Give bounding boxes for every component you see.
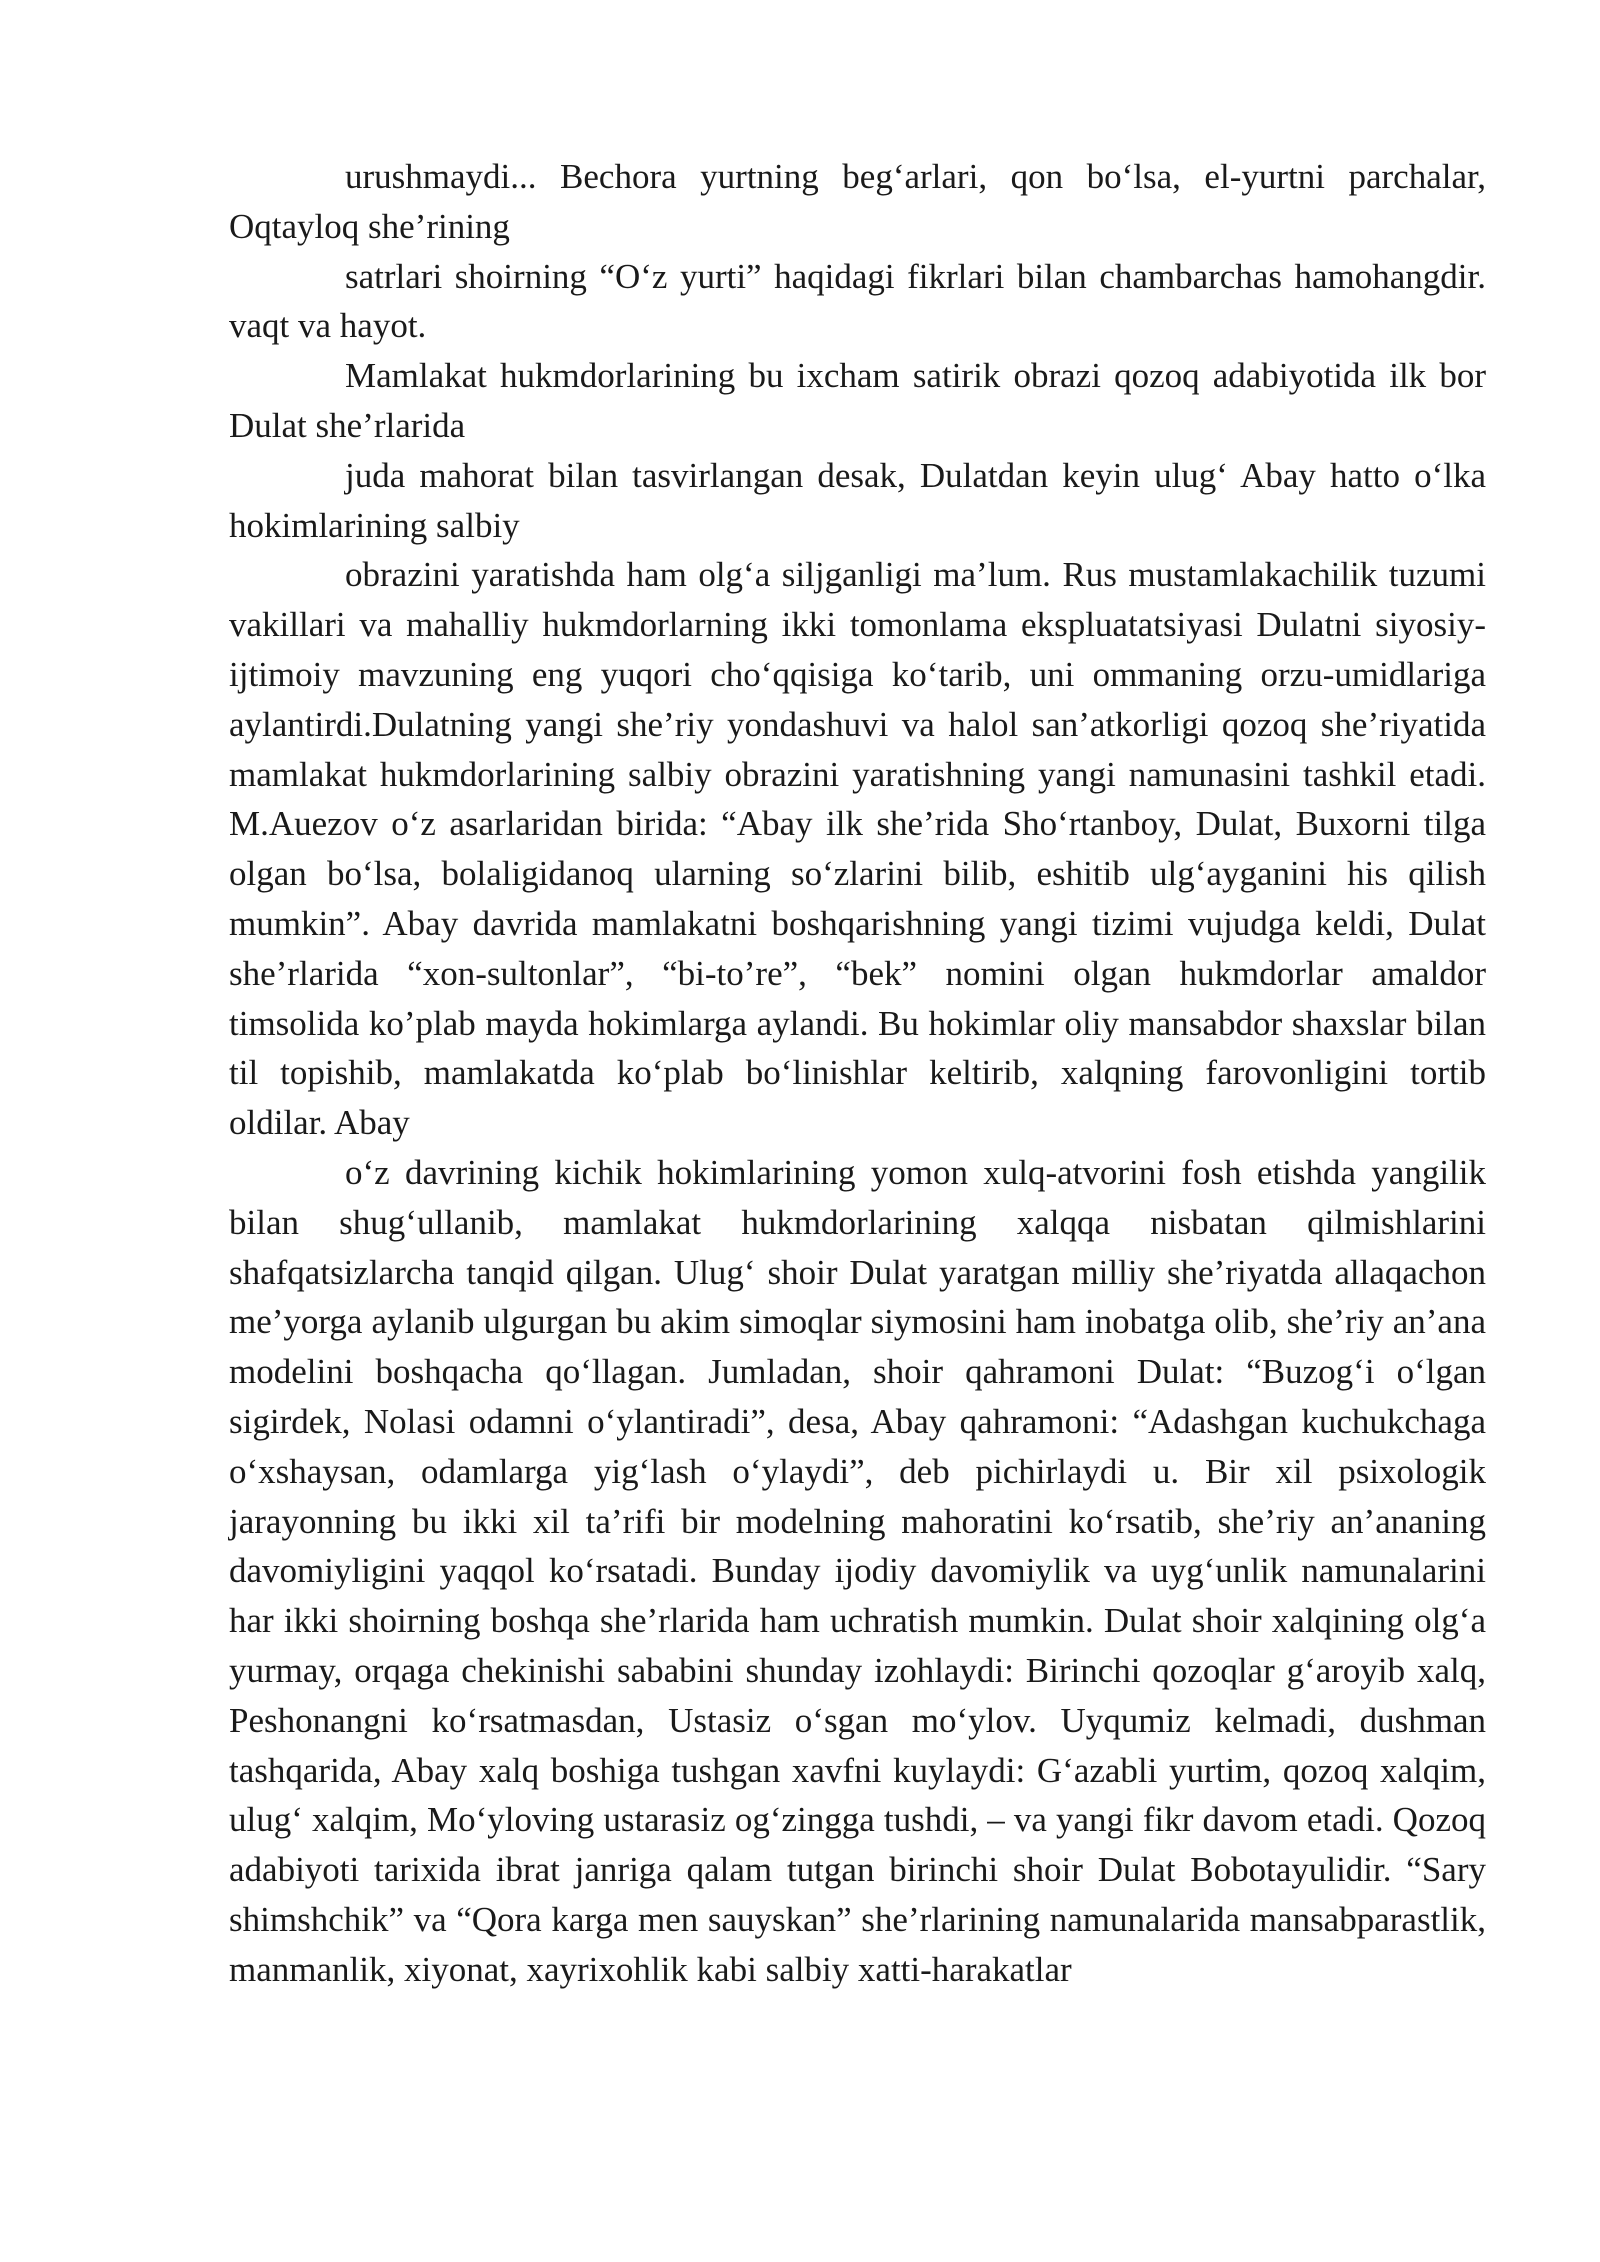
paragraph-6: o‘z davrining kichik hokimlarining yomon xulq-atvorini fosh etishda yangilik bilan shug‘ullanib, mamlakat hukmdorlarining xalqqa nisbatan qilmishlarini shafqatsizlarcha tanqid qilgan. Ulug‘ shoir Dulat yaratgan milliy she’riyatda allaqachon me’yorga aylanib ulgurgan bu akim simoqlar siymosini ham inobatga olib, she’riy an’ana modelini boshqacha qo‘llagan. Jumladan, shoir qahramoni Dulat: “Buzog‘i o‘lgan sigirdek, Nolasi odamni o‘ylantiradi”, desa, Abay qahramoni: “Adashgan kuchukchaga o‘xshaysan, odamlarga yig‘lash o‘ylaydi”, deb pichirlaydi u. Bir xil psixologik jarayonning bu ikki xil ta’rifi bir modelning mahoratini ko‘rsatib, she’riy an’ananing davomiyligini yaqqol ko‘rsatadi. Bunday ijodiy davomiylik va uyg‘unlik namunalarini har ikki shoirning boshqa she’rlarida ham uchratish mumkin. Dulat shoir xalqining olg‘a yurmay, orqaga chekinishi sababini shunday izohlaydi: Birinchi qozoqlar g‘aroyib xalq, Peshonangni ko‘rsatmasdan, Ustasiz o‘sgan mo‘ylov. Uyqumiz kelmadi, dushman tashqarida, Abay xalq boshiga tushgan xavfni kuylaydi: G‘azabli yurtim, qozoq xalqim, ulug‘ xalqim, Mo‘yloving ustarasiz og‘zingga tushdi, – va yangi fikr davom etadi. Qozoq adabiyoti tarixida ibrat janriga qalam tutgan birinchi shoir Dulat Bobotayulidir. “Sary shimshchik” va “Qora karga men sauyskan” she’rlarining namunalarida mansabparastlik, manmanlik, xiyonat, xayrixohlik kabi salbiy xatti-harakatlar (229, 1152, 1486, 1989)
paragraph-4: juda mahorat bilan tasvirlangan desak, Dulatdan keyin ulug‘ Abay hatto o‘lka hokimlarining salbiy (229, 455, 1486, 545)
paragraph-1: urushmaydi... Bechora yurtning beg‘arlari, qon bo‘lsa, el-yurtni parchalar, Oqtayloq she’rining (229, 157, 1486, 246)
paragraph-5: obrazini yaratishda ham olg‘a siljganligi ma’lum. Rus mustamlakachilik tuzumi vakillari va mahalliy hukmdorlarning ikki tomonlama ekspluatatsiyasi Dulatni siyosiy-ijtimoiy mavzuning eng yuqori cho‘qqisiga ko‘tarib, uni ommaning orzu-umidlariga aylantirdi.Dulatning yangi she’riy yondashuvi va halol san’atkorligi qozoq she’riyatida mamlakat hukmdorlarining salbiy obrazini yaratishning yangi namunasini tashkil etadi. M.Auezov o‘z asarlaridan birida: “Abay ilk she’rida Sho‘rtanboy, Dulat, Buxorni tilga olgan bo‘lsa, bolaligidanoq ularning so‘zlarini bilib, eshitib ulg‘ayganini his qilish mumkin”. Abay davrida mamlakatni boshqarishning yangi tizimi vujudga keldi, Dulat she’rlarida “xon-sultonlar”, “bi-to’re”, “bek” nomini olgan hukmdorlar amaldor timsolida ko’plab mayda hokimlarga aylandi. Bu hokimlar oliy mansabdor shaxslar bilan til topishib, mamlakatda ko‘plab bo‘linishlar keltirib, xalqning farovonligini tortib oldilar. Abay (229, 555, 1486, 1143)
paragraph-3: Mamlakat hukmdorlarining bu ixcham satirik obrazi qozoq adabiyotida ilk bor Dulat she’rlarida (229, 356, 1486, 445)
paragraph-2: satrlari shoirning “O‘z yurti” haqidagi fikrlari bilan chambarchas hamohangdir. vaqt va hayot. (229, 256, 1486, 346)
body-text (229, 152, 1486, 1994)
